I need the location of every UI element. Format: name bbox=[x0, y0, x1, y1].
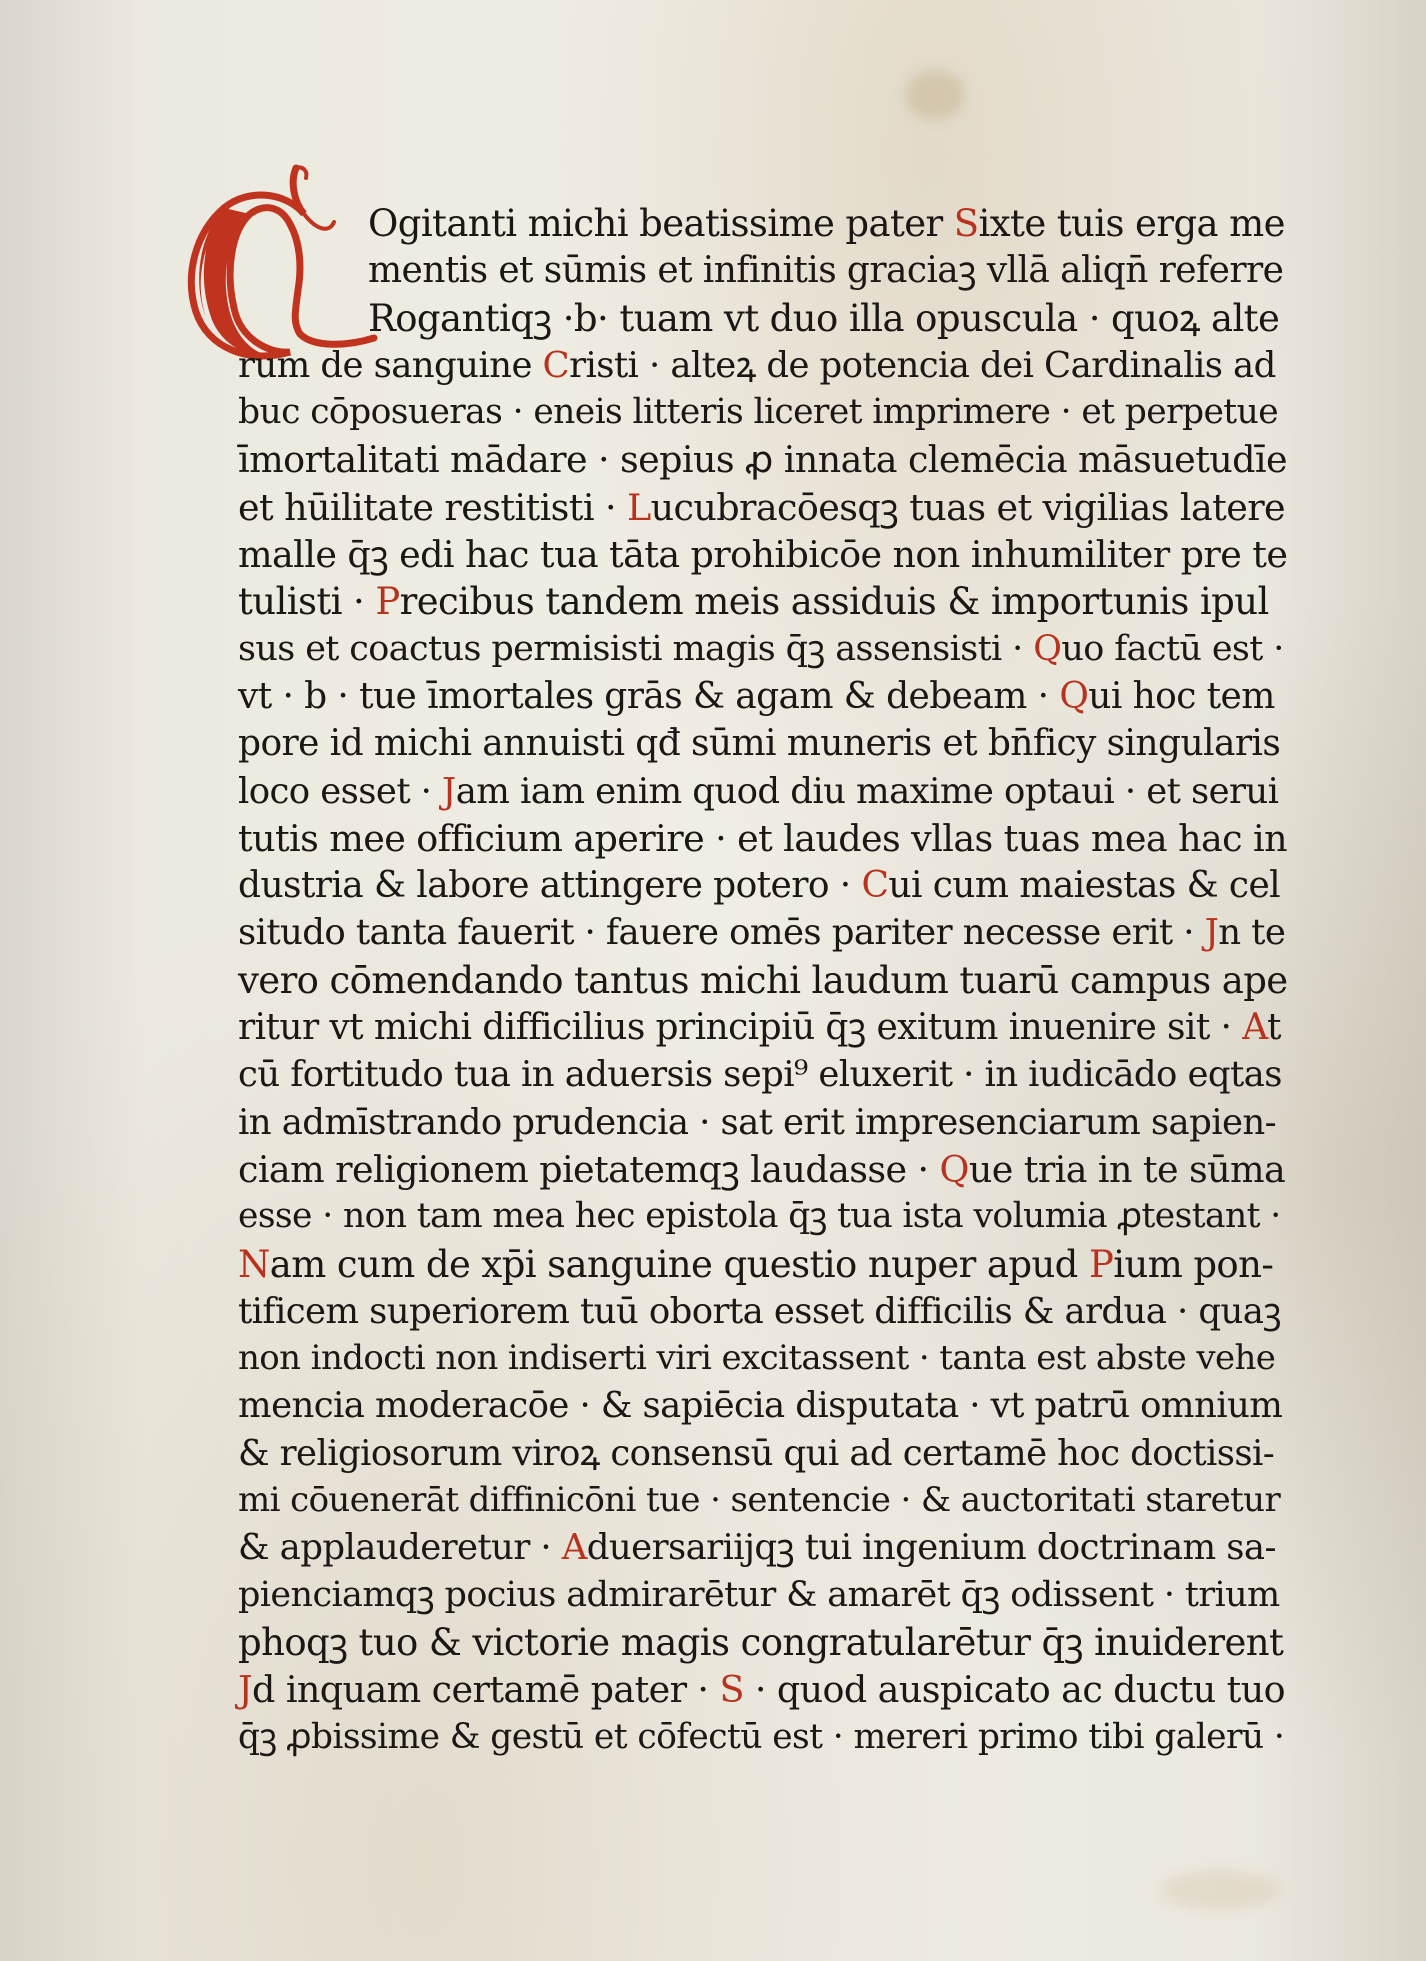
text-line bbox=[238, 531, 1288, 578]
line-text: in admīstrando prudencia · sat erit impresenciarum sapien- bbox=[238, 1101, 1277, 1143]
text-line bbox=[238, 1714, 1288, 1761]
line-text-continued: ue tria in te sūma bbox=[968, 1147, 1286, 1191]
line-text: situdo tanta fauerit · fauere omēs pariter necesse erit · bbox=[238, 912, 1205, 954]
rubric-letter: Q bbox=[1059, 675, 1089, 717]
text-line bbox=[238, 815, 1288, 862]
text-line bbox=[238, 389, 1288, 436]
text-line bbox=[238, 342, 1288, 389]
rubric-letter: S bbox=[953, 202, 979, 245]
line-text: rum de sanguine bbox=[238, 344, 543, 386]
rubric-letter: J bbox=[238, 1668, 253, 1712]
line-text: ciam religionem pietatemqꝫ laudasse · bbox=[238, 1147, 940, 1191]
text-line bbox=[238, 673, 1288, 720]
text-line bbox=[238, 1524, 1288, 1571]
text-line bbox=[238, 247, 1288, 294]
text-line bbox=[238, 578, 1288, 625]
text-line bbox=[238, 295, 1288, 342]
line-text: & religiosorum viroꝝ consensū qui ad certamē hoc doctissi- bbox=[238, 1432, 1275, 1474]
line-text: tificem superiorem tuū oborta esset difficilis & ardua · quaꝫ bbox=[238, 1290, 1281, 1332]
text-line bbox=[238, 1241, 1288, 1288]
line-text-continued: risti · alteꝝ de potencia dei Cardinalis ad bbox=[569, 344, 1276, 386]
text-line bbox=[238, 1004, 1288, 1051]
line-text-continued: ium pon- bbox=[1113, 1242, 1274, 1286]
line-text: mi cōuenerāt diffinicōni tue · sentencie · & auctoritati staretur bbox=[238, 1480, 1281, 1521]
rubric-letter: J bbox=[1204, 912, 1219, 954]
line-text: & applauderetur · bbox=[238, 1527, 562, 1569]
text-line bbox=[238, 768, 1288, 815]
paper-stain bbox=[1160, 1870, 1280, 1910]
line-text-continued: n te bbox=[1218, 912, 1286, 954]
line-text: d inquam certamē pater · bbox=[252, 1668, 720, 1712]
rubric-letter: P bbox=[1088, 1242, 1114, 1286]
rubric-letter: Q bbox=[939, 1147, 969, 1191]
text-line bbox=[238, 1477, 1288, 1524]
rubric-letter: J bbox=[442, 770, 456, 812]
line-text: īmortalitati mādare · sepius ꝓ innata clemēcia māsuetudīe bbox=[238, 438, 1288, 482]
text-line bbox=[238, 862, 1288, 909]
line-text: malle q̄ꝫ edi hac tua tāta prohibicōe non inhumiliter pre te bbox=[238, 533, 1288, 577]
line-text-continued: ui cum maiestas & cel bbox=[888, 865, 1281, 907]
text-line bbox=[238, 1382, 1288, 1429]
text-line bbox=[238, 1288, 1288, 1335]
rubric-letter: A bbox=[561, 1527, 587, 1569]
line-text: Rogantiqꝫ ·b· tuam vt duo illa opuscula · quoꝝ alte bbox=[368, 296, 1280, 340]
text-line bbox=[238, 1051, 1288, 1098]
paper-stain bbox=[905, 70, 965, 120]
line-text-continued: t bbox=[1267, 1007, 1281, 1049]
text-line bbox=[238, 909, 1288, 956]
line-text: phoqꝫ tuo & victorie magis congratularētur q̄ꝫ inuiderent bbox=[238, 1620, 1284, 1664]
line-text: ritur vt michi difficilius principiū q̄ꝫ exitum inuenire sit · bbox=[238, 1007, 1243, 1049]
text-line bbox=[238, 1619, 1288, 1666]
text-line bbox=[238, 1430, 1288, 1477]
line-text: sus et coactus permisisti magis q̄ꝫ assensisti · bbox=[238, 628, 1034, 669]
line-text: q̄ꝫ ꝓbissime & gestū et cōfectū est · mereri primo tibi galerū · bbox=[238, 1716, 1285, 1757]
line-text: non indocti non indiserti viri excitassent · tanta est abste vehe bbox=[238, 1338, 1276, 1379]
text-line bbox=[238, 957, 1288, 1004]
line-text: pore id michi annuisti qđ sūmi muneris et bn̄ficy singularis bbox=[238, 723, 1281, 765]
line-text: cū fortitudo tua in aduersis sepi⁹ eluxerit · in iudicādo eqtas bbox=[238, 1054, 1282, 1096]
rubric-letter: A bbox=[1242, 1007, 1268, 1049]
line-text-continued: ixte tuis erga me bbox=[978, 202, 1285, 245]
line-text-continued: ucubracōesqꝫ tuas et vigilias latere bbox=[650, 485, 1286, 529]
line-text-continued: am iam enim quod diu maxime optaui · et serui bbox=[455, 770, 1279, 812]
line-text: tutis mee officium aperire · et laudes vllas tuas mea hac in bbox=[238, 816, 1287, 860]
line-text: buc cōposueras · eneis litteris liceret imprimere · et perpetue bbox=[238, 392, 1279, 433]
rubric-letter: N bbox=[238, 1242, 270, 1286]
line-text: esse · non tam mea hec epistola q̄ꝫ tua ista volumia ꝓtestant · bbox=[238, 1196, 1281, 1237]
line-text: am cum de xp̄i sanguine questio nuper apud bbox=[269, 1242, 1089, 1286]
line-text: mentis et sūmis et infinitis graciaꝫ vllā aliqn̄ referre bbox=[368, 250, 1284, 292]
rubric-letter: P bbox=[375, 580, 400, 624]
line-text-continued: ui hoc tem bbox=[1088, 675, 1275, 717]
text-line bbox=[238, 1666, 1288, 1713]
line-text: Ogitanti michi beatissime pater bbox=[368, 202, 954, 245]
text-line bbox=[238, 1335, 1288, 1382]
text-line bbox=[238, 1193, 1288, 1240]
line-text: tulisti · bbox=[238, 580, 376, 624]
text-line bbox=[238, 484, 1288, 531]
line-text-continued: duersariijqꝫ tui ingenium doctrinam sa- bbox=[586, 1527, 1276, 1569]
text-line bbox=[238, 200, 1288, 247]
text-line bbox=[238, 1099, 1288, 1146]
line-text: vero cōmendando tantus michi laudum tuarū campus ape bbox=[238, 958, 1288, 1002]
line-text: et hūilitate restitisti · bbox=[238, 485, 627, 529]
text-line bbox=[238, 436, 1288, 483]
rubric-letter: S bbox=[719, 1668, 744, 1712]
line-text: mencia moderacōe · & sapiēcia disputata · vt patrū omnium bbox=[238, 1385, 1283, 1427]
line-text: loco esset · bbox=[238, 770, 443, 812]
rubric-letter: Q bbox=[1033, 628, 1062, 669]
line-text: pienciamqꝫ pocius admirarētur & amarēt q̄ꝫ odissent · trium bbox=[238, 1574, 1280, 1615]
text-line bbox=[238, 626, 1288, 673]
rubric-letter: L bbox=[626, 485, 651, 529]
rubric-letter: C bbox=[542, 344, 570, 386]
text-line bbox=[238, 1146, 1288, 1193]
line-text-continued: recibus tandem meis assiduis & importunis ipul bbox=[399, 580, 1269, 624]
body-text bbox=[238, 200, 1288, 1761]
line-text-continued: · quod auspicato ac ductu tuo bbox=[743, 1668, 1285, 1712]
text-line bbox=[238, 720, 1288, 767]
text-line bbox=[238, 1572, 1288, 1619]
rubric-letter: C bbox=[861, 865, 889, 907]
line-text-continued: uo factū est · bbox=[1061, 628, 1284, 669]
line-text: dustria & labore attingere potero · bbox=[238, 865, 862, 907]
line-text: vt · b · tue īmortales grās & agam & debeam · bbox=[238, 675, 1060, 717]
